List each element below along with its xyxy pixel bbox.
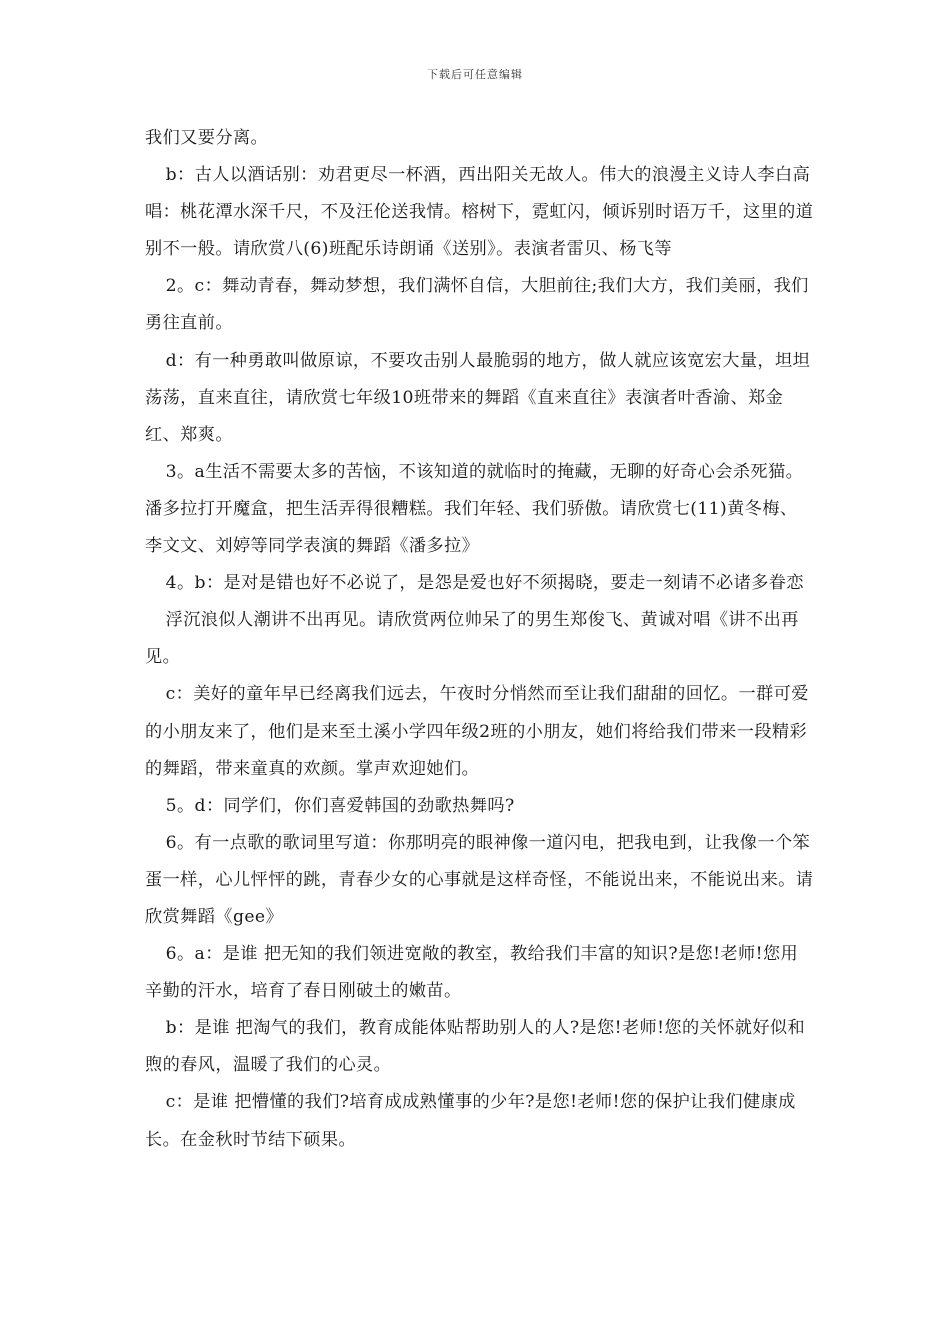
page-header: 下载后可任意编辑 (427, 68, 523, 81)
document-body (145, 120, 815, 1159)
paragraph: d：有一种勇敢叫做原谅，不要攻击别人最脆弱的地方，做人就应该宽宏大量，坦坦荡荡，直来直往，请欣赏七年级10班带来的舞蹈《直来直往》表演者叶香渝、郑金红、郑爽。 (145, 350, 811, 445)
paragraph: 4。b：是对是错也好不必说了，是怨是爱也好不须揭晓，要走一刻请不必诸多眷恋 (165, 573, 804, 594)
paragraph: 6。有一点歌的歌词里写道：你那明亮的眼神像一道闪电，把我电到，让我像一个笨蛋一样，心儿怦怦的跳，青春少女的心事就是这样奇怪，不能说出来，不能说出来。请欣赏舞蹈《gee》 (145, 832, 814, 927)
paragraph: 2。c：舞动青春，舞动梦想，我们满怀自信，大胆前往;我们大方，我们美丽，我们勇往直前。 (145, 276, 809, 334)
paragraph: c：是谁 把懵懂的我们?培育成成熟懂事的少年?是您!老师!您的保护让我们健康成长。在金秋时节结下硕果。 (145, 1092, 796, 1150)
paragraph: c：美好的童年早已经离我们远去，午夜时分悄然而至让我们甜甜的回忆。一群可爱的小朋友来了，他们是来至土溪小学四年级2班的小朋友，她们将给我们带来一段精彩的舞蹈，带来童真的欢颜。掌声欢迎她们。 (145, 684, 809, 779)
paragraph: 我们又要分离。 (145, 128, 269, 148)
paragraph: 浮沉浪似人潮讲不出再见。请欣赏两位帅呆了的男生郑俊飞、黄诚对唱《讲不出再见。 (145, 610, 799, 668)
paragraph: b：古人以酒话别：劝君更尽一杯酒，西出阳关无故人。伟大的浪漫主义诗人李白高唱：桃花潭水深千尺，不及汪伦送我情。榕树下，霓虹闪，倾诉别时语万千，这里的道别不一般。请欣赏八(6)班配乐诗朗诵《送别》。表演者雷贝、杨飞等 (145, 165, 814, 260)
paragraph: 5。d：同学们，你们喜爱韩国的劲歌热舞吗? (165, 795, 515, 816)
paragraph: 6。a：是谁 把无知的我们领进宽敞的教室，教给我们丰富的知识?是您!老师!您用辛勤的汗水，培育了春日刚破土的嫩苗。 (145, 944, 799, 1002)
paragraph: b：是谁 把淘气的我们，教育成能体贴帮助别人的人?是您!老师!您的关怀就好似和煦的春风，温暖了我们的心灵。 (145, 1018, 806, 1076)
paragraph: 3。a生活不需要太多的苦恼，不该知道的就临时的掩藏，无聊的好奇心会杀死猫。潘多拉打开魔盒，把生活弄得很糟糕。我们年轻、我们骄傲。请欣赏七(11)黄冬梅、李文文、刘婷等同学表演的舞蹈《潘多拉》 (145, 461, 804, 557)
